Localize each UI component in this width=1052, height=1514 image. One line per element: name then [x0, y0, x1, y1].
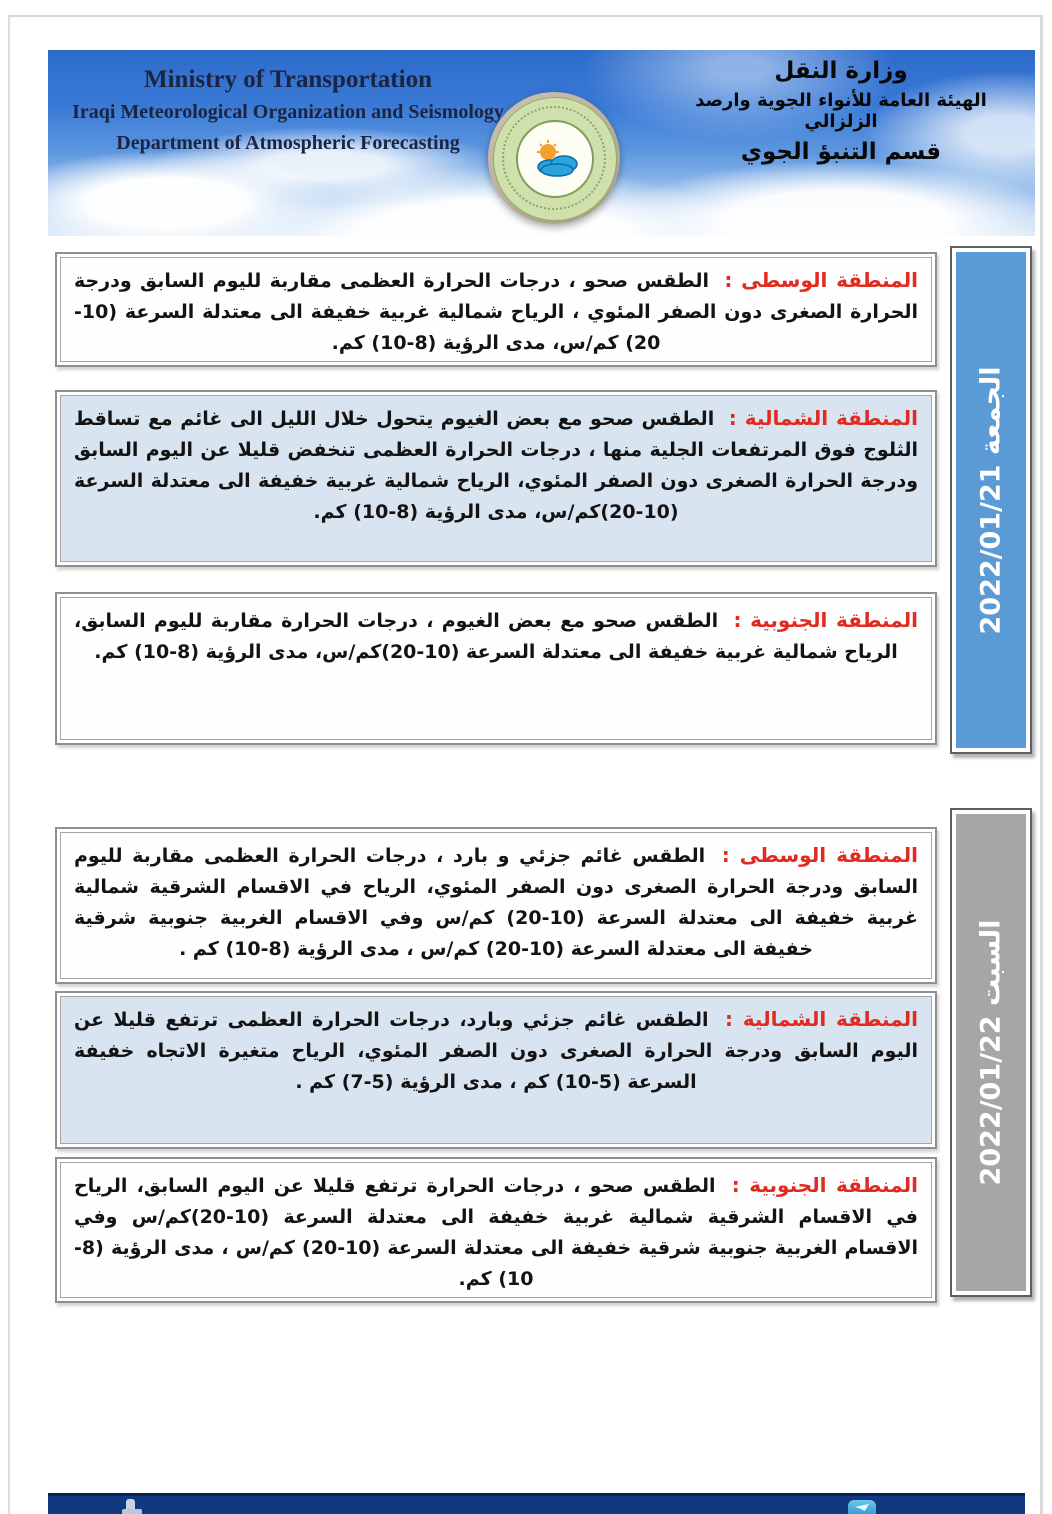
region-forecast-text: الطقس صحو ، درجات الحرارة ترتفع قليلا عن اليوم السابق، الرياح في الاقسام الشرقية شمالية غربية خفيفة الى معتدلة السرعة (10-20)كم/س وفي الاقسام الغربية جنوبية شرقية خفيفة الى معتدلة السرعة (10-20) كم/س ، مدى الرؤية (8-10) كم.: [74, 1175, 918, 1290]
date-label-saturday: السبت 2022/01/22: [975, 919, 1007, 1186]
forecast-paragraph: [60, 257, 932, 362]
date-bar-saturday-fill: [956, 814, 1026, 1291]
forecast-box-saturday-central: [55, 827, 937, 984]
region-forecast-text: الطقس صحو مع بعض الغيوم يتحول خلال الليل الى غائم مع تساقط الثلوج فوق المرتفعات الجلية منها ، درجات الحرارة العظمى تنخفض قليلا عن اليوم السابق ودرجة الحرارة الصغرى دون الصفر المئوي، الرياح شمالية غربية خفيفة الى معتدلة السرعة (10-20)كم/س، مدى الرؤية (8-10) كم.: [74, 408, 918, 523]
forecast-box-saturday-northern: [55, 991, 937, 1149]
department-title-ar: قسم التنبؤ الجوي: [740, 139, 942, 165]
organization-title-ar: الهيئة العامة للأنواء الجوية وارصد الزلزالي: [695, 90, 987, 132]
sun-cloud-icon: [526, 139, 584, 179]
cloud-icon: [538, 156, 577, 176]
region-name-central: المنطقة الوسطى :: [724, 268, 919, 292]
forecast-paragraph: [60, 832, 932, 979]
forecast-box-friday-central: [55, 252, 937, 367]
date-bar-friday: [950, 246, 1032, 754]
ministry-title-ar: وزارة النقل: [774, 58, 908, 84]
forecast-paragraph: [60, 395, 932, 562]
forecast-paragraph: [60, 597, 932, 740]
forecast-box-saturday-southern: [55, 1157, 937, 1303]
logo-green-ring: [493, 97, 617, 221]
phone-icon: [122, 1499, 146, 1514]
region-name-northern: المنطقة الشمالية :: [724, 1007, 918, 1031]
forecast-paragraph: [60, 1162, 932, 1298]
region-name-central: المنطقة الوسطى :: [721, 843, 919, 867]
region-forecast-text: الطقس صحو مع بعض الغيوم ، درجات الحرارة مقاربة لليوم السابق، الرياح شمالية غربية خفيفة الى معتدلة السرعة (10-20)كم/س، مدى الرؤية (8-10) كم.: [74, 610, 898, 663]
footer-bar: [48, 1493, 1025, 1514]
ministry-title-en: Ministry of Transportation: [144, 66, 432, 93]
header-arabic-block: [673, 58, 1009, 165]
sun-icon: [537, 140, 559, 160]
date-label-friday: الجمعة 2022/01/21: [975, 366, 1007, 634]
date-bar-saturday: [950, 808, 1032, 1297]
organization-title-en: Iraqi Meteorological Organization and Seismology: [72, 101, 504, 123]
header-banner: [48, 50, 1035, 236]
logo-center: [516, 120, 594, 198]
forecast-paragraph: [60, 996, 932, 1144]
region-name-northern: المنطقة الشمالية :: [728, 406, 918, 430]
region-forecast-text: الطقس غائم جزئي وبارد، درجات الحرارة العظمى ترتفع قليلا عن اليوم السابق ودرجة الحرارة الصغرى دون الصفر المئوي، الرياح متغيرة الاتجاه خفيفة السرعة (5-10) كم ، مدى الرؤية (5-7) كم .: [74, 1009, 918, 1093]
forecast-box-friday-northern: [55, 390, 937, 567]
region-forecast-text: الطقس صحو ، درجات الحرارة العظمى مقاربة لليوم السابق ودرجة الحرارة الصغرى دون الصفر المئوي ، الرياح شمالية غربية خفيفة الى معتدلة السرعة (10-20) كم/س، مدى الرؤية (8-10) كم.: [74, 270, 918, 354]
date-bar-friday-fill: [956, 252, 1026, 748]
telegram-icon: [848, 1500, 876, 1514]
organization-seal-logo: [488, 92, 620, 224]
department-title-en: Department of Atmospheric Forecasting: [116, 132, 460, 154]
region-name-southern: المنطقة الجنوبية :: [733, 608, 918, 632]
header-english-block: [62, 66, 514, 155]
forecast-box-friday-southern: [55, 592, 937, 745]
region-forecast-text: الطقس غائم جزئي و بارد ، درجات الحرارة العظمى مقاربة لليوم السابق ودرجة الحرارة الصغرى دون الصفر المئوي، الرياح في الاقسام الشرقية شمالية غربية خفيفة الى معتدلة السرعة (10-20) كم/س وفي الاقسام الغربية جنوبية شرقية خفيفة الى معتدلة السرعة (10-20) كم/س ، مدى الرؤية (8-10) كم .: [74, 845, 918, 960]
region-name-southern: المنطقة الجنوبية :: [731, 1173, 918, 1197]
